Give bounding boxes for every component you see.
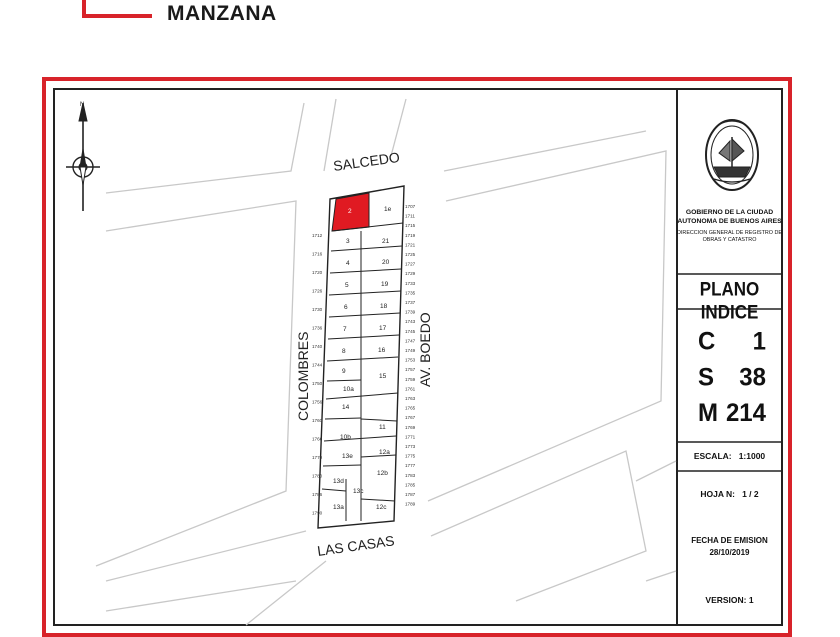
door-number-label: 1780 [312, 473, 323, 479]
svg-text:N: N [80, 102, 85, 108]
compass-icon [66, 102, 100, 211]
door-number-label: 1743 [405, 319, 416, 325]
issue-date: 28/10/2019 [709, 548, 750, 557]
door-number-label: 1766 [312, 436, 323, 442]
lot-label: 9 [342, 368, 346, 375]
lot-label: 6 [344, 304, 348, 311]
version-label: VERSION: 1 [705, 595, 754, 605]
door-number-label: 1765 [405, 405, 416, 411]
department-line-1: DIRECCION GENERAL DE REGISTRO DE [677, 230, 782, 236]
legend-label: MANZANA [167, 2, 277, 25]
lot-label: 12a [379, 449, 390, 456]
circ-row: C 1 [698, 327, 766, 356]
lot-label: 13c [353, 488, 364, 495]
lot-label: 15 [379, 373, 387, 380]
lot-label: 21 [382, 238, 390, 245]
door-number-label: 1753 [405, 357, 416, 363]
lot-label: 13a [333, 504, 344, 511]
street-label-north: SALCEDO [332, 148, 401, 174]
door-number-label: 1733 [405, 280, 416, 286]
plan-title: PLANO INDICE [699, 278, 760, 323]
door-number-label: 1777 [405, 463, 416, 469]
door-number-label: 1736 [312, 325, 323, 331]
department-line-2: OBRAS Y CATASTRO [702, 237, 757, 243]
door-number-label: 1707 [405, 204, 416, 209]
door-number-label: 1761 [405, 386, 416, 392]
door-number-label: 1727 [405, 261, 416, 267]
lot-label: 18 [380, 303, 388, 310]
door-number-label: 1737 [405, 300, 416, 305]
institution-line-2: AUTONOMA DE BUENOS AIRES [677, 218, 782, 225]
door-number-label: 1773 [405, 444, 416, 449]
institution-line-1: GOBIERNO DE LA CIUDAD [685, 209, 774, 216]
door-number-label: 1769 [405, 424, 416, 430]
street-label-west: COLOMBRES [295, 331, 311, 421]
door-number-label: 1745 [405, 328, 416, 334]
street-label-south: LAS CASAS [316, 532, 396, 559]
lot-label: 17 [379, 325, 387, 332]
legend-swatch [82, 0, 152, 18]
door-number-label: 1787 [405, 492, 416, 497]
door-number-label: 1747 [405, 338, 416, 344]
lot-label: 10a [343, 386, 354, 393]
location-codes [698, 324, 770, 431]
door-number-label: 1735 [405, 290, 416, 296]
door-number-label: 1785 [405, 482, 416, 488]
lot-label: 2 [348, 208, 352, 215]
door-number-label: 1750 [312, 381, 323, 386]
door-number-label: 1720 [312, 270, 323, 275]
scale-label: ESCALA: 1:1000 [693, 451, 766, 461]
lot-label: 13d [333, 478, 344, 485]
door-number-label: 1757 [405, 367, 416, 373]
sheet-number: HOJA N: 1 / 2 [700, 489, 759, 499]
door-number-label: 1739 [405, 309, 416, 315]
block-row: M 214 [698, 399, 766, 428]
door-number-label: 1719 [405, 232, 416, 238]
door-number-label: 1725 [405, 252, 416, 257]
door-number-label: 1756 [312, 399, 323, 405]
lot-label: 19 [381, 281, 389, 288]
door-number-label: 1783 [405, 472, 416, 478]
lot-label: 5 [345, 282, 349, 289]
door-number-label: 1790 [312, 510, 323, 516]
lot-label: 12b [377, 470, 388, 477]
door-number-label: 1744 [312, 362, 323, 368]
door-number-label: 1789 [405, 501, 416, 507]
door-number-label: 1771 [405, 434, 416, 440]
lot-label: 13e [342, 453, 353, 460]
door-number-label: 1759 [405, 376, 416, 382]
door-number-label: 1721 [405, 242, 416, 248]
map-frame [42, 77, 792, 637]
lot-label: 4 [346, 260, 350, 267]
door-number-label: 1712 [312, 233, 323, 238]
door-number-label: 1767 [405, 415, 416, 421]
lot-label: 20 [382, 259, 390, 266]
lot-label: 10b [340, 434, 351, 441]
door-number-label: 1749 [405, 348, 416, 353]
door-number-label: 1786 [312, 492, 323, 497]
lot-label: 12c [376, 504, 387, 511]
door-number-label: 1729 [405, 271, 416, 277]
door-number-label: 1740 [312, 344, 323, 349]
lot-label: 7 [343, 326, 347, 333]
door-number-label: 1763 [405, 396, 416, 401]
lot-label: 1e [384, 206, 392, 213]
lot-label: 14 [342, 404, 350, 411]
door-number-label: 1715 [405, 223, 416, 229]
lot-label: 8 [342, 348, 346, 355]
door-number-label: 1730 [312, 307, 323, 312]
door-number-label: 1726 [312, 288, 323, 294]
door-number-label: 1711 [405, 213, 415, 219]
lot-label: 16 [378, 347, 386, 354]
lot-label: 3 [346, 238, 350, 245]
lot-label: 11 [379, 424, 386, 431]
door-number-label: 1770 [312, 455, 323, 460]
door-number-label: 1760 [312, 418, 323, 423]
door-number-label: 1775 [405, 453, 416, 459]
city-seal-icon [706, 120, 758, 190]
section-row: S 38 [698, 363, 766, 392]
door-number-label: 1716 [312, 251, 323, 257]
issue-date-label: FECHA DE EMISION [691, 536, 768, 545]
street-label-east: AV. BOEDO [417, 312, 433, 387]
